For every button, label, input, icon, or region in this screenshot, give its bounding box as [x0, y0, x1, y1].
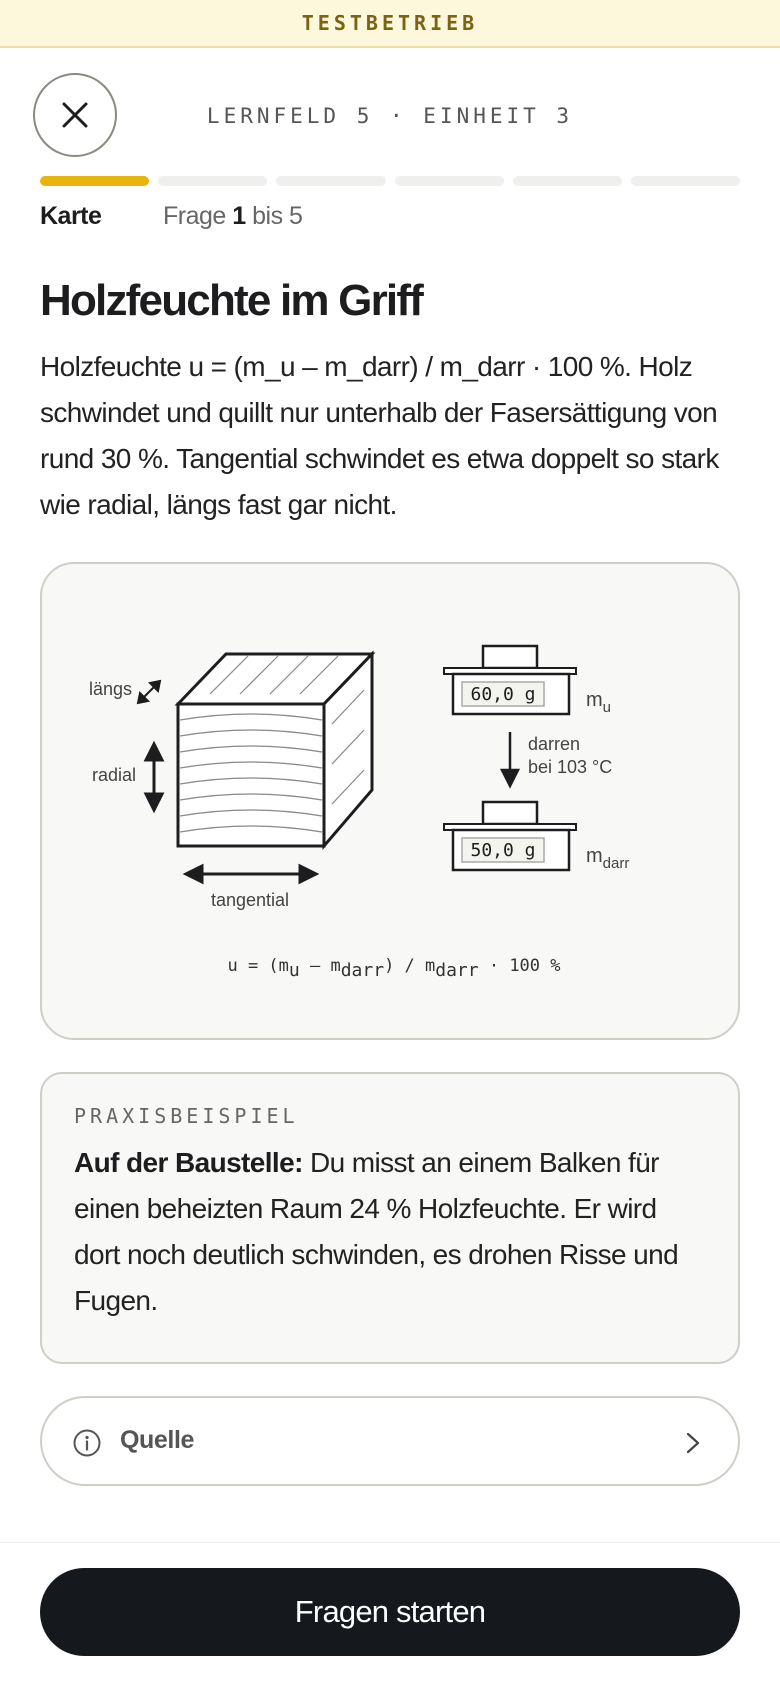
progress-segment — [631, 176, 740, 186]
example-body: Du misst an einem Balken für einen beheizten Raum 24 % Holzfeuchte. Er wird dort noch deutlich schwinden, es drohen Risse und Fugen. — [74, 1147, 679, 1316]
close-button[interactable] — [33, 73, 117, 157]
label-tangential: tangential — [210, 890, 290, 910]
example-lead: Auf der Baustelle: — [74, 1147, 303, 1178]
process-line1: darren — [528, 734, 581, 754]
footer-divider — [0, 1542, 780, 1543]
unit-label: LERNFELD 5 · EINHEIT 3 — [206, 104, 574, 128]
label-radial: radial — [91, 765, 136, 785]
moisture-diagram — [40, 562, 740, 1040]
source-label: Quelle — [120, 1426, 195, 1454]
progress-segment — [513, 176, 622, 186]
practice-example-card — [40, 1072, 740, 1364]
example-text — [74, 1140, 706, 1324]
step-indicator — [40, 202, 303, 231]
question-suffix: bis 5 — [252, 202, 303, 230]
scale-bottom-value: 50,0 g — [470, 840, 536, 861]
info-icon — [72, 1428, 102, 1458]
step-question-range — [163, 202, 302, 231]
progress-segment — [276, 176, 385, 186]
drying-arrow — [502, 732, 518, 786]
question-prefix: Frage — [163, 202, 226, 230]
wood-block-illustration — [178, 654, 372, 846]
progress-segment — [158, 176, 267, 186]
formula: u = (mu – mdarr) / mdarr · 100 % — [227, 956, 561, 981]
source-expander[interactable] — [40, 1396, 740, 1486]
card-title: Holzfeuchte im Griff — [40, 276, 423, 325]
card-intro: Holzfeuchte u = (m_u – m_darr) / m_darr · 100 %. Holz schwindet und quillt nur unterhalb der Fasersättigung von rund 30 %. Tangential schwindet es etwa doppelt so stark wie radial, längs fast gar nicht. — [40, 351, 719, 520]
progress-segment — [395, 176, 504, 186]
question-current: 1 — [232, 202, 246, 230]
start-questions-button[interactable]: Fragen starten — [40, 1568, 740, 1656]
example-kicker: PRAXISBEISPIEL — [74, 1104, 299, 1128]
banner-label: TESTBETRIEB — [301, 11, 479, 35]
test-mode-banner — [0, 0, 780, 48]
laengs-arrow — [138, 681, 160, 703]
close-icon — [60, 100, 90, 130]
label-laengs: längs — [88, 679, 132, 699]
mass-top-label: $m_u$ — [586, 689, 612, 716]
progress-bar — [40, 176, 740, 186]
progress-segment — [40, 176, 149, 186]
radial-arrow — [146, 744, 162, 810]
diagram-svg — [42, 564, 742, 1042]
scale-top-value: 60,0 g — [470, 684, 536, 705]
tangential-arrow — [186, 866, 316, 882]
process-line2: bei 103 °C — [528, 757, 613, 777]
step-card-label: Karte — [40, 202, 102, 230]
chevron-right-icon — [682, 1428, 704, 1458]
mass-bottom-label: $m_{darr}$ — [586, 845, 630, 872]
